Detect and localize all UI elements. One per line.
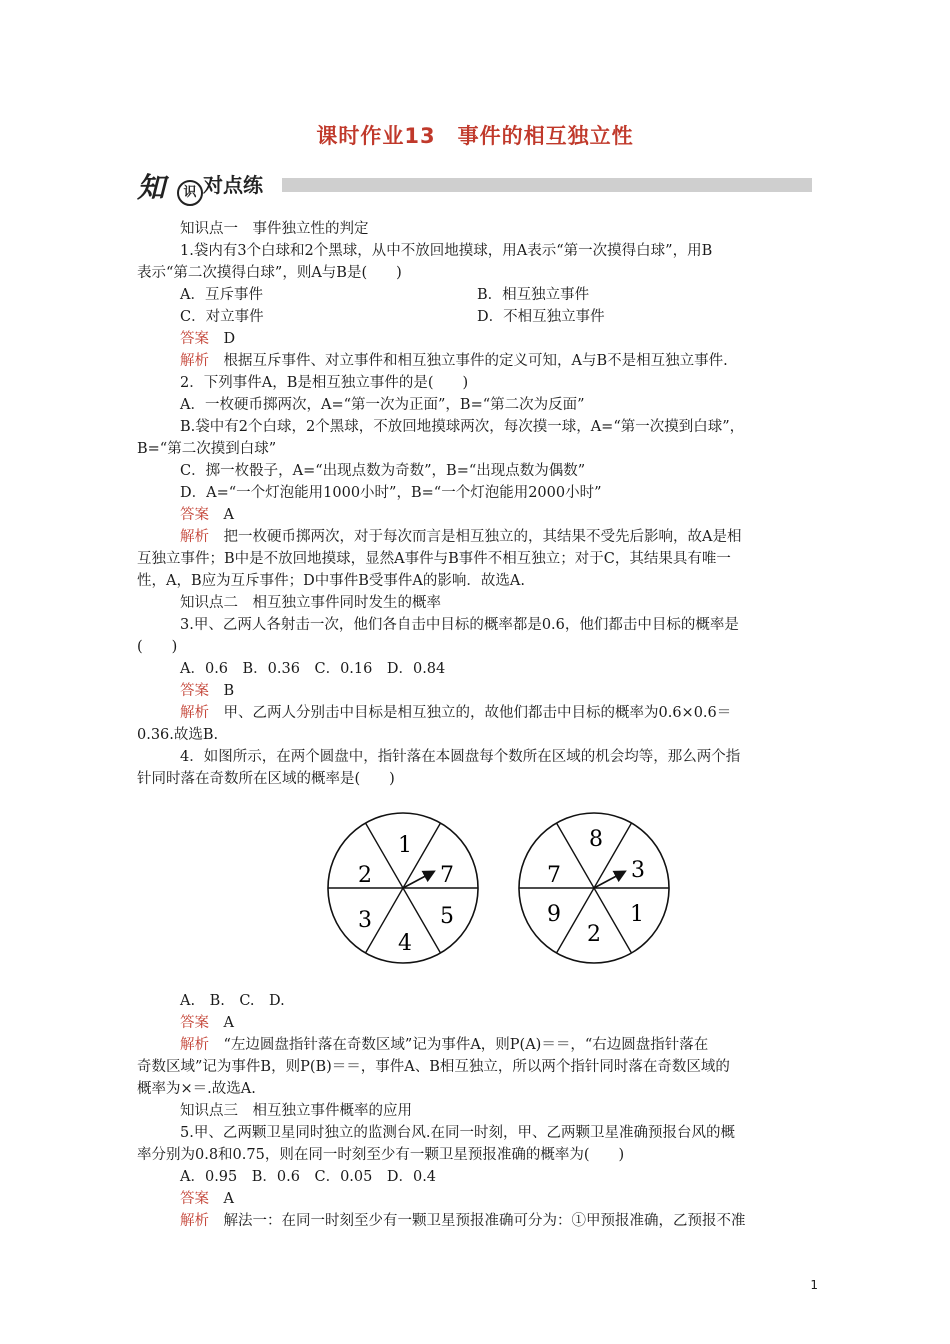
knowledge-point-1: 知识点一 事件独立性的判定	[180, 221, 369, 237]
q2-option-b-line1: B.袋中有2个白球，2个黑球，不放回地摸球两次，每次摸一球，A=“第一次摸到白球”，	[180, 419, 745, 435]
q5-answer	[137, 1188, 817, 1210]
q3-explanation-2: 0.36.故选B.	[137, 727, 219, 743]
explanation-label: 解析	[180, 705, 209, 721]
banner-shi-circle: 识	[177, 180, 203, 206]
explanation-text: 把一枚硬币掷两次，对于每次而言是相互独立的，其结果不受先后影响，故A是相	[223, 529, 742, 545]
left-wheel	[328, 813, 478, 963]
page-number: 1	[810, 1278, 818, 1292]
left-wheel-number: 3	[358, 908, 372, 933]
right-wheel-number: 3	[631, 858, 645, 883]
knowledge-point-3: 知识点三 相互独立事件概率的应用	[180, 1103, 412, 1119]
left-wheel-number: 1	[398, 833, 412, 858]
document-body	[137, 218, 817, 1232]
q1-option-c: C．对立事件	[180, 309, 264, 325]
q2-option-d: D．A=“一个灯泡能用1000小时”，B=“一个灯泡能用2000小时”	[180, 485, 602, 501]
q2-line1: 2．下列事件A，B是相互独立事件的是( )	[180, 375, 469, 391]
q2-option-b-line2: B=“第二次摸到白球”	[137, 441, 277, 457]
left-wheel-number: 2	[358, 863, 372, 888]
right-wheel-number: 8	[589, 827, 603, 852]
answer-value: A	[223, 1015, 234, 1031]
left-wheel-number: 4	[398, 931, 412, 956]
q1-options-row2	[137, 306, 817, 328]
q4-line2: 针同时落在奇数所在区域的概率是( )	[137, 771, 395, 787]
q3-line2: ( )	[137, 639, 178, 655]
explanation-text: 甲、乙两人分别击中目标是相互独立的，故他们都击中目标的概率为0.6×0.6＝	[223, 705, 732, 721]
q5-line1: 5.甲、乙两颗卫星同时独立的监测台风.在同一时刻，甲、乙两颗卫星准确预报台风的概	[180, 1125, 735, 1141]
answer-label: 答案	[180, 507, 209, 523]
q1-options-row1	[137, 284, 817, 306]
explanation-text: 解法一：在同一时刻至少有一颗卫星预报准确可分为：①甲预报准确，乙预报不准	[223, 1213, 746, 1229]
q2-explanation-3: 性，A，B应为互斥事件；D中事件B受事件A的影响．故选A.	[137, 573, 525, 589]
right-wheel-number: 1	[630, 902, 644, 927]
section-banner	[137, 166, 817, 204]
banner-zhi: 知	[137, 171, 166, 204]
q5-options: A．0.95 B．0.6 C．0.05 D．0.4	[180, 1169, 437, 1185]
answer-label: 答案	[180, 1191, 209, 1207]
banner-bar	[282, 178, 812, 192]
q3-options: A．0.6 B．0.36 C．0.16 D．0.84	[180, 661, 446, 677]
spinner-figure	[137, 790, 817, 990]
q1-line2: 表示“第二次摸得白球”，则A与B是( )	[137, 265, 402, 281]
explanation-label: 解析	[180, 1213, 209, 1229]
q4-line1: 4．如图所示，在两个圆盘中，指针落在本圆盘每个数所在区域的机会均等，那么两个指	[180, 749, 741, 765]
q3-explanation-1	[137, 702, 817, 724]
q4-explanation-2: 奇数区域”记为事件B，则P(B)＝＝，事件A、B相互独立，所以两个指针同时落在奇数区域的	[137, 1059, 730, 1075]
right-wheel-number: 2	[587, 922, 601, 947]
q2-answer	[137, 504, 817, 526]
right-wheel	[519, 813, 669, 963]
q5-explanation-1	[137, 1210, 817, 1232]
right-wheel-number: 9	[547, 902, 561, 927]
q2-option-c: C．掷一枚骰子，A=“出现点数为奇数”，B=“出现点数为偶数”	[180, 463, 586, 479]
q5-line2: 率分别为0.8和0.75，则在同一时刻至少有一颗卫星预报准确的概率为( )	[137, 1147, 625, 1163]
q2-explanation-1	[137, 526, 817, 548]
answer-label: 答案	[180, 1015, 209, 1031]
left-wheel-number: 7	[440, 863, 454, 888]
q1-option-b: B．相互独立事件	[477, 287, 590, 303]
explanation-text: 根据互斥事件、对立事件和相互独立事件的定义可知，A与B不是相互独立事件.	[223, 353, 728, 369]
q1-line1: 1.袋内有3个白球和2个黑球，从中不放回地摸球，用A表示“第一次摸得白球”，用B	[180, 243, 713, 259]
knowledge-point-2: 知识点二 相互独立事件同时发生的概率	[180, 595, 441, 611]
q4-answer	[137, 1012, 817, 1034]
explanation-label: 解析	[180, 529, 209, 545]
answer-value: A	[223, 1191, 234, 1207]
q2-option-a: A．一枚硬币掷两次，A=“第一次为正面”，B=“第二次为反面”	[180, 397, 585, 413]
explanation-text: “左边圆盘指针落在奇数区域”记为事件A，则P(A)＝＝，“右边圆盘指针落在	[223, 1037, 709, 1053]
banner-label: 对点练	[203, 173, 263, 197]
explanation-label: 解析	[180, 353, 209, 369]
spinner-svg	[137, 790, 817, 990]
q1-option-d: D．不相互独立事件	[477, 309, 605, 325]
q3-line1: 3.甲、乙两人各射击一次，他们各自击中目标的概率都是0.6，他们都击中目标的概率是	[180, 617, 739, 633]
q3-answer	[137, 680, 817, 702]
page-title: 课时作业13 事件的相互独立性	[316, 124, 634, 148]
answer-value: A	[223, 507, 234, 523]
answer-value: B	[223, 683, 235, 699]
q1-option-a: A．互斥事件	[180, 287, 263, 303]
q4-explanation-3: 概率为×＝.故选A.	[137, 1081, 256, 1097]
answer-value: D	[223, 331, 236, 347]
q1-explanation	[137, 350, 817, 372]
answer-label: 答案	[180, 683, 209, 699]
q2-explanation-2: 互独立事件；B中是不放回地摸球，显然A事件与B事件不相互独立；对于C，其结果具有唯一	[137, 551, 731, 567]
q1-answer	[137, 328, 817, 350]
right-wheel-number: 7	[547, 863, 561, 888]
q4-options: A. B. C. D.	[180, 993, 285, 1009]
explanation-label: 解析	[180, 1037, 209, 1053]
answer-label: 答案	[180, 331, 209, 347]
q4-explanation-1	[137, 1034, 817, 1056]
left-wheel-number: 5	[440, 904, 454, 929]
